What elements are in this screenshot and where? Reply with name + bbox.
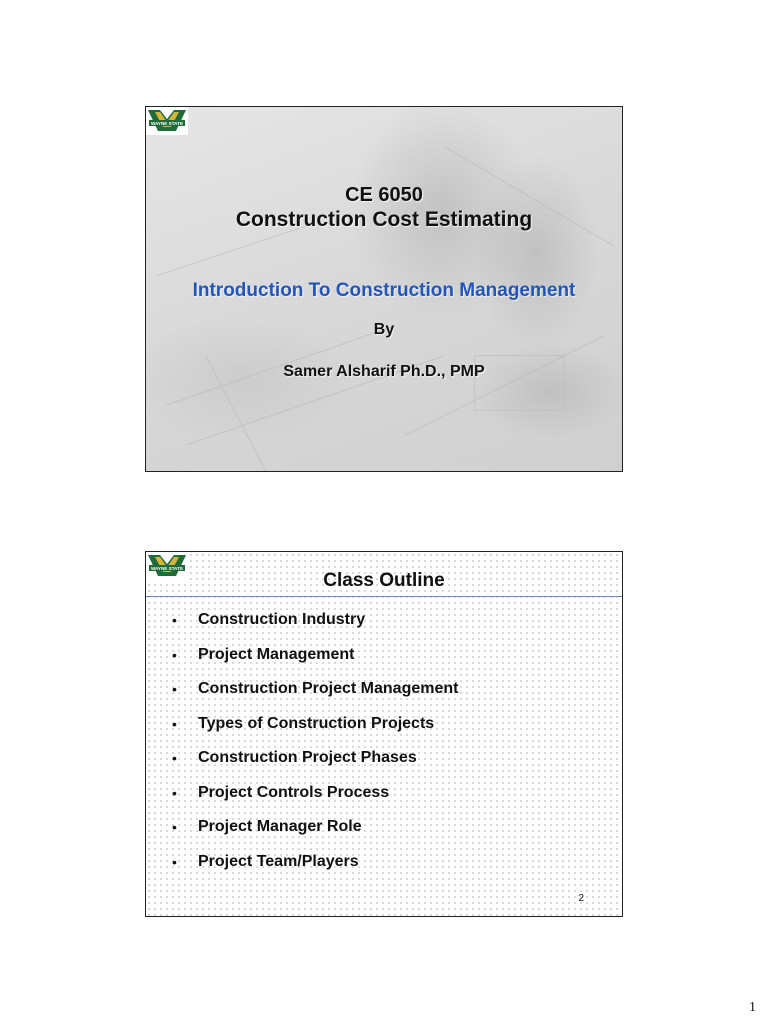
list-item xyxy=(170,748,458,783)
list-item xyxy=(170,852,458,887)
bullet-icon: • xyxy=(172,819,177,835)
course-title: Construction Cost Estimating xyxy=(235,208,533,231)
slide-number: 2 xyxy=(578,893,584,904)
list-item-label: Project Manager Role xyxy=(198,818,362,835)
list-item-label: Project Controls Process xyxy=(198,783,390,801)
course-code: CE 6050 xyxy=(345,184,423,206)
bullet-icon: • xyxy=(172,681,177,697)
svg-text:WAYNE STATE: WAYNE STATE xyxy=(150,121,184,126)
svg-text:WAYNE STATE: WAYNE STATE xyxy=(150,566,184,571)
title-divider xyxy=(146,596,622,597)
list-item xyxy=(170,610,458,645)
author-name: Samer Alsharif Ph.D., PMP xyxy=(283,363,485,380)
list-item-label: Construction Project Management xyxy=(198,680,459,697)
list-item-label: Project Management xyxy=(198,645,355,663)
list-item-label: Construction Project Phases xyxy=(198,749,417,766)
list-item-label: Types of Construction Projects xyxy=(198,714,435,732)
wayne-state-logo xyxy=(146,107,188,135)
bullet-icon: • xyxy=(172,853,177,870)
list-item xyxy=(170,679,458,714)
list-item-label: Construction Industry xyxy=(198,611,366,628)
bullet-icon: • xyxy=(172,646,177,663)
bullet-icon: • xyxy=(172,750,177,766)
outline-list xyxy=(170,610,458,886)
page-number: 1 xyxy=(749,1000,756,1015)
list-item xyxy=(170,645,458,680)
lecture-subtitle: Introduction To Construction Management xyxy=(192,280,576,301)
list-item xyxy=(170,714,458,749)
title-slide xyxy=(145,106,623,472)
bullet-icon: • xyxy=(172,784,177,801)
list-item xyxy=(170,783,458,818)
bullet-icon: • xyxy=(172,612,177,628)
bullet-icon: • xyxy=(172,715,177,732)
by-label: By xyxy=(373,321,395,338)
outline-slide xyxy=(145,551,623,917)
list-item xyxy=(170,817,458,852)
list-item-label: Project Team/Players xyxy=(198,852,359,870)
slide-title: Class Outline xyxy=(323,570,445,591)
